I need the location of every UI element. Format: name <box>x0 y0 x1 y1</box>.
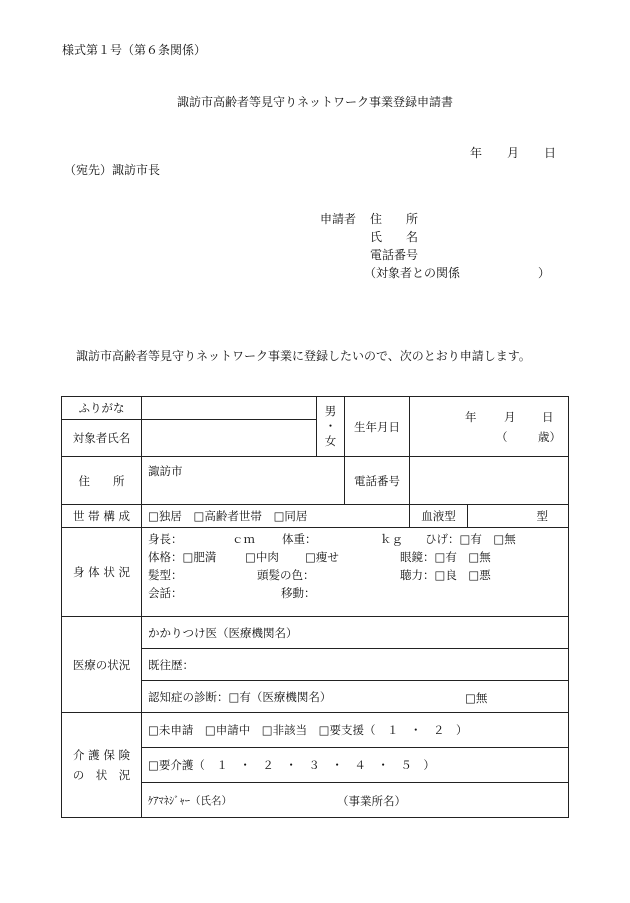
address-row <box>62 457 569 505</box>
build-option-medium[interactable]: □中肉 <box>245 550 279 564</box>
age-close: 歳） <box>538 430 561 444</box>
weight-unit: ｋｇ <box>380 532 403 546</box>
care-manager-label: ｹｱﾏﾈｼﾞｬｰ（氏名） <box>148 794 232 807</box>
furigana-row <box>62 397 569 420</box>
birthdate-field[interactable] <box>410 397 569 457</box>
care-support-text: □未申請 □申請中 □非該当 □要支援（ １ ・ ２ ） <box>148 723 468 737</box>
address-value: 諏訪市 <box>148 464 183 478</box>
care-support-options[interactable] <box>142 713 569 748</box>
height-label: 身長： <box>148 532 183 546</box>
dementia-field[interactable] <box>142 681 569 713</box>
care-office-label: （事業所名） <box>337 794 406 808</box>
date-month: 月 <box>507 146 520 160</box>
applicant-name: 氏 名 <box>370 230 419 244</box>
sex-female[interactable]: 女 <box>324 434 337 448</box>
address-field[interactable] <box>142 457 345 505</box>
furigana-label: ふりがな <box>62 397 142 420</box>
registration-table <box>61 396 569 818</box>
body-row <box>62 528 569 617</box>
medical-label: 医療の状況 <box>62 617 142 713</box>
blood-type-field[interactable] <box>468 505 569 528</box>
blood-type-suffix: 型 <box>536 509 548 523</box>
phone-field[interactable] <box>410 457 569 505</box>
household-option-elderly[interactable]: □高齢者世帯 <box>193 509 262 523</box>
intro-text: 諏訪市高齢者等見守りネットワーク事業に登録したいので、次のとおり申請します。 <box>76 349 531 363</box>
form-reference: 様式第１号（第６条関係） <box>62 43 207 57</box>
applicant-relation-close: ） <box>538 266 551 280</box>
dementia-option-yes[interactable]: 認知症の診断：□有（医療機関名） <box>148 689 332 704</box>
birth-month-unit: 月 <box>504 410 516 424</box>
build-option-thin[interactable]: □痩せ <box>305 550 339 564</box>
subject-name-label: 対象者氏名 <box>62 420 142 457</box>
body-label: 身 体 状 況 <box>62 528 142 617</box>
medical-history-label: 既往歴： <box>148 657 194 672</box>
age-open: （ <box>496 430 508 444</box>
dementia-option-no[interactable]: □無 <box>465 691 488 705</box>
care-level-text: □要介護（ １ ・ ２ ・ ３ ・ ４ ・ ５ ） <box>148 758 435 772</box>
address-label: 住 所 <box>62 457 142 505</box>
hair-color-label: 頭髪の色： <box>257 568 315 582</box>
subject-name-field[interactable] <box>142 420 317 457</box>
care-label-line1: 介 護 保 険 <box>73 748 130 762</box>
date-year: 年 <box>470 146 483 160</box>
sex-cell <box>317 397 345 457</box>
care-support-row <box>62 713 569 748</box>
body-details[interactable] <box>142 528 569 617</box>
care-label-line2: の 状 況 <box>72 768 131 782</box>
height-unit: ｃｍ <box>232 532 255 546</box>
blood-type-label: 血液型 <box>410 505 468 528</box>
applicant-address: 住 所 <box>370 212 419 226</box>
medical-history-field[interactable] <box>142 649 569 681</box>
family-doctor-label: かかりつけ医（医療機関名） <box>148 625 298 640</box>
birthdate-label: 生年月日 <box>345 397 410 457</box>
weight-label: 体重： <box>282 532 317 546</box>
beard-options[interactable]: ひげ：□有 □無 <box>425 532 516 546</box>
doctor-row <box>62 617 569 649</box>
glasses-options[interactable]: 眼鏡：□有 □無 <box>400 550 491 564</box>
speech-label: 会話： <box>148 586 183 600</box>
household-options <box>142 505 410 528</box>
mobility-label: 移動： <box>281 586 316 600</box>
care-manager-field[interactable] <box>142 783 569 818</box>
date-day: 日 <box>544 146 557 160</box>
household-row <box>62 505 569 528</box>
applicant-relation-open: （対象者との関係 <box>364 266 461 280</box>
hair-style-label: 髪型： <box>148 568 183 582</box>
hearing-options[interactable]: 聴力：□良 □悪 <box>400 568 491 582</box>
birth-day-unit: 日 <box>542 410 554 424</box>
care-label <box>62 713 142 818</box>
applicant-phone: 電話番号 <box>370 248 419 262</box>
household-option-alone[interactable]: □独居 <box>148 509 182 523</box>
family-doctor-field[interactable] <box>142 617 569 649</box>
applicant-label: 申請者 <box>320 212 357 226</box>
sex-male[interactable]: 男 <box>324 404 337 418</box>
sex-separator: ・ <box>324 419 337 433</box>
page-title: 諏訪市高齢者等見守りネットワーク事業登録申請書 <box>176 95 453 109</box>
build-option-obese[interactable]: 体格：□肥満 <box>148 550 217 564</box>
addressee: （宛先）諏訪市長 <box>64 163 161 177</box>
furigana-field[interactable] <box>142 397 317 420</box>
household-label: 世 帯 構 成 <box>62 505 142 528</box>
care-level-options[interactable] <box>142 748 569 783</box>
household-option-cohabit[interactable]: □同居 <box>273 509 308 523</box>
phone-label: 電話番号 <box>345 457 410 505</box>
birth-year-unit: 年 <box>465 410 477 424</box>
